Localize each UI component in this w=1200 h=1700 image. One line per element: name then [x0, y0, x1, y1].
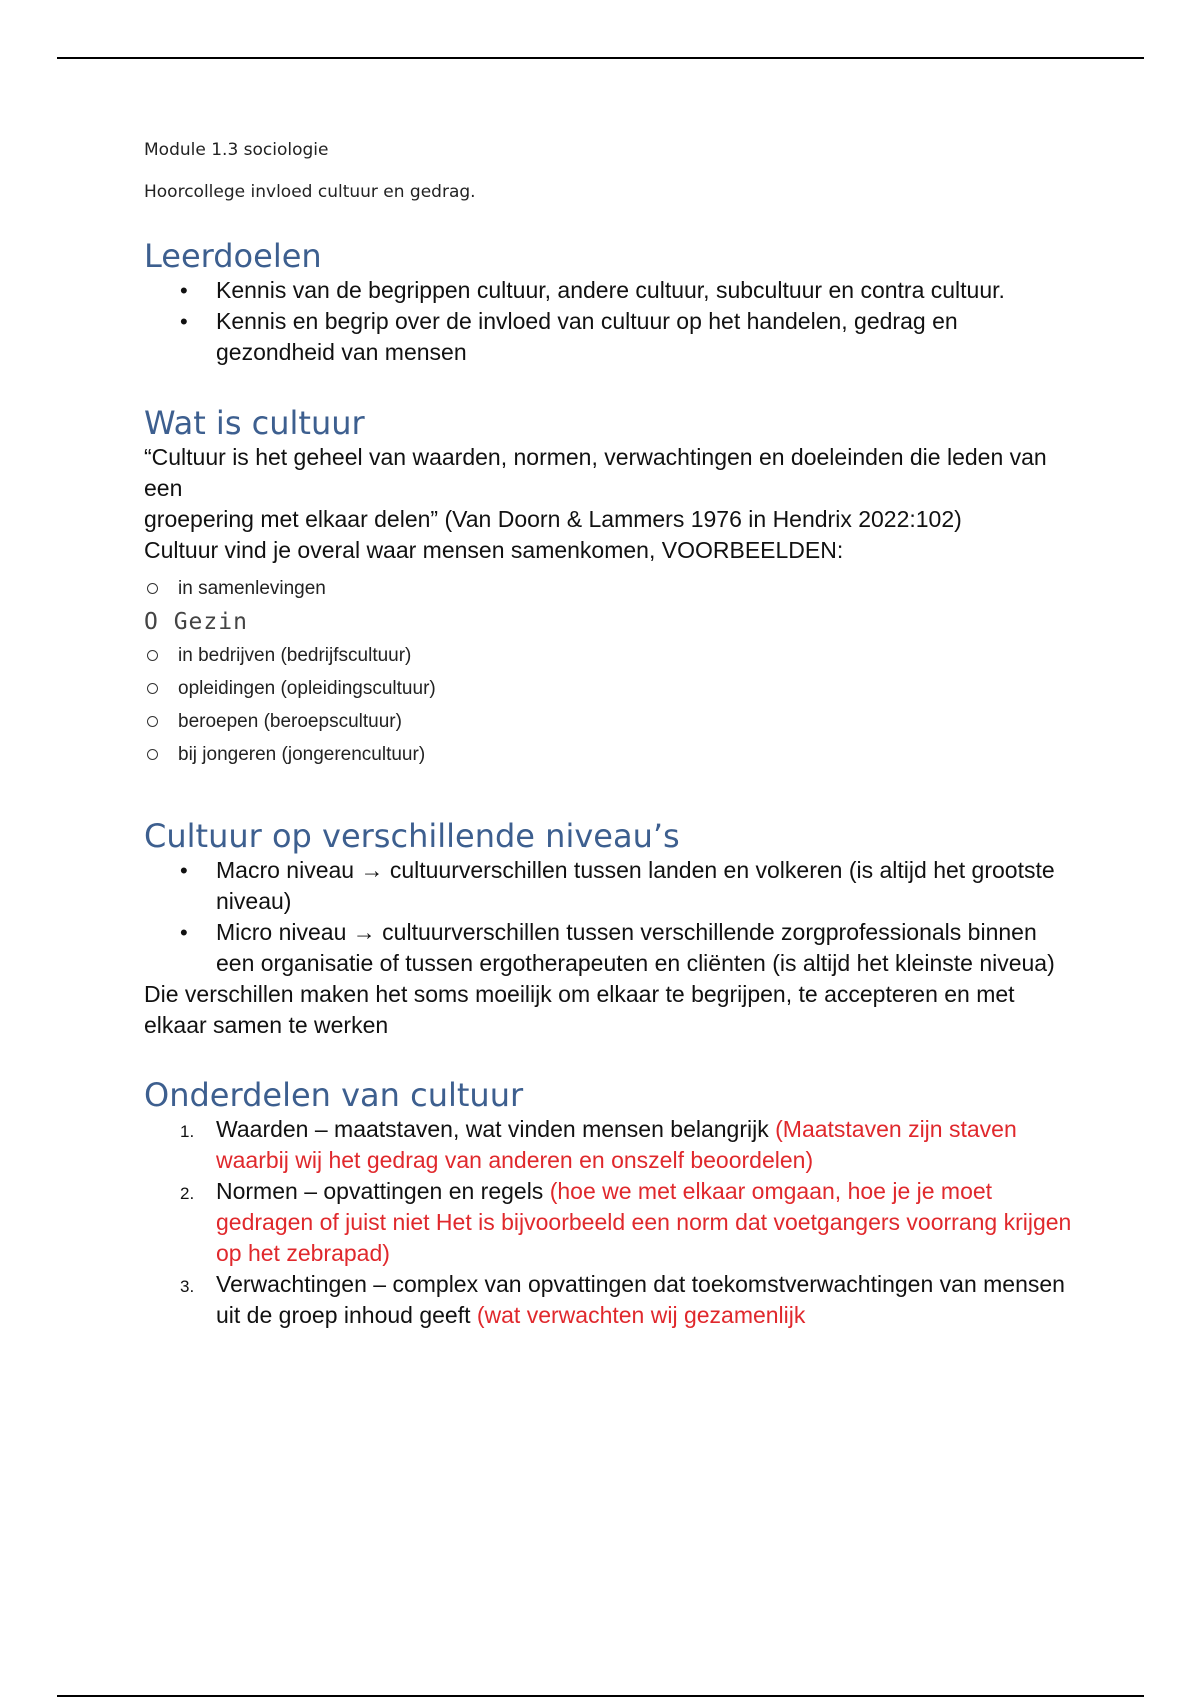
list-number: 2.: [180, 1184, 195, 1203]
list-item: • Macro niveau → cultuurverschillen tussen landen en volkeren (is altijd het grootste niveau): [144, 855, 1074, 917]
definition-quote-line-2: groepering met elkaar delen” (Van Doorn & Lammers 1976 in Hendrix 2022:102): [144, 506, 962, 532]
header-rule: [57, 57, 1144, 59]
list-item: • Micro niveau → cultuurverschillen tussen verschillende zorgprofessionals binnen een organisatie of tussen ergotherapeuten en cliënten (is altijd het kleinste niveua): [144, 917, 1074, 979]
footer-rule: [57, 1695, 1144, 1697]
heading-leerdoelen: Leerdoelen: [144, 237, 322, 275]
niveaus-list: [144, 855, 1074, 979]
list-item: [144, 1176, 1074, 1269]
annotation-note: (Maatstaven zijn staven waarbij wij het gedrag van anderen en onszelf beoordelen): [216, 1116, 1017, 1173]
item-text: Normen – opvattingen en regels: [216, 1178, 550, 1204]
list-item: in samenlevingen: [144, 572, 1074, 605]
annotation-note: (wat verwachten wij gezamenlijk: [476, 1302, 806, 1328]
heading-onderdelen: Onderdelen van cultuur: [144, 1076, 524, 1114]
item-text: Verwachtingen – complex van opvattingen dat toekomstverwachtingen van mensen uit de groep inhoud geeft: [216, 1271, 1065, 1328]
list-item: in bedrijven (bedrijfscultuur): [144, 639, 1074, 672]
list-item: • Kennis van de begrippen cultuur, andere cultuur, subcultuur en contra cultuur.: [144, 275, 1074, 306]
annotation-note: (hoe we met elkaar omgaan, hoe je je moet gedragen of juist niet Het is bijvoorbeeld een norm dat voetgangers voorrang krijgen op het zebrapad): [216, 1178, 1072, 1266]
list-number: 1.: [180, 1122, 195, 1141]
list-item: opleidingen (opleidingscultuur): [144, 672, 1074, 705]
list-number: 3.: [180, 1277, 195, 1296]
leerdoelen-list: [144, 275, 1074, 368]
heading-wat-is-cultuur: Wat is cultuur: [144, 404, 365, 442]
list-item: bij jongeren (jongerencultuur): [144, 738, 1074, 771]
examples-intro: Cultuur vind je overal waar mensen samenkomen, VOORBEELDEN:: [144, 537, 844, 563]
item-text: Waarden – maatstaven, wat vinden mensen belangrijk: [216, 1116, 776, 1142]
list-item: [144, 1114, 1074, 1176]
definition-quote-line-1: “Cultuur is het geheel van waarden, normen, verwachtingen en doeleinden die leden van een: [144, 444, 1047, 501]
examples-list: [144, 572, 1074, 771]
heading-niveaus: Cultuur op verschillende niveau’s: [144, 817, 680, 855]
list-item: O Gezin: [144, 609, 248, 635]
list-item: • Kennis en begrip over de invloed van cultuur op het handelen, gedrag en gezondheid van mensen: [144, 306, 1074, 368]
list-item: [144, 1269, 1074, 1331]
module-title: Module 1.3 sociologie: [144, 140, 329, 160]
document-page: [144, 140, 1074, 1331]
lecture-subtitle: Hoorcollege invloed cultuur en gedrag.: [144, 182, 476, 202]
niveaus-conclusion: Die verschillen maken het soms moeilijk om elkaar te begrijpen, te accepteren en met elkaar samen te werken: [144, 981, 1015, 1038]
list-item: beroepen (beroepscultuur): [144, 705, 1074, 738]
onderdelen-list: [144, 1114, 1074, 1331]
